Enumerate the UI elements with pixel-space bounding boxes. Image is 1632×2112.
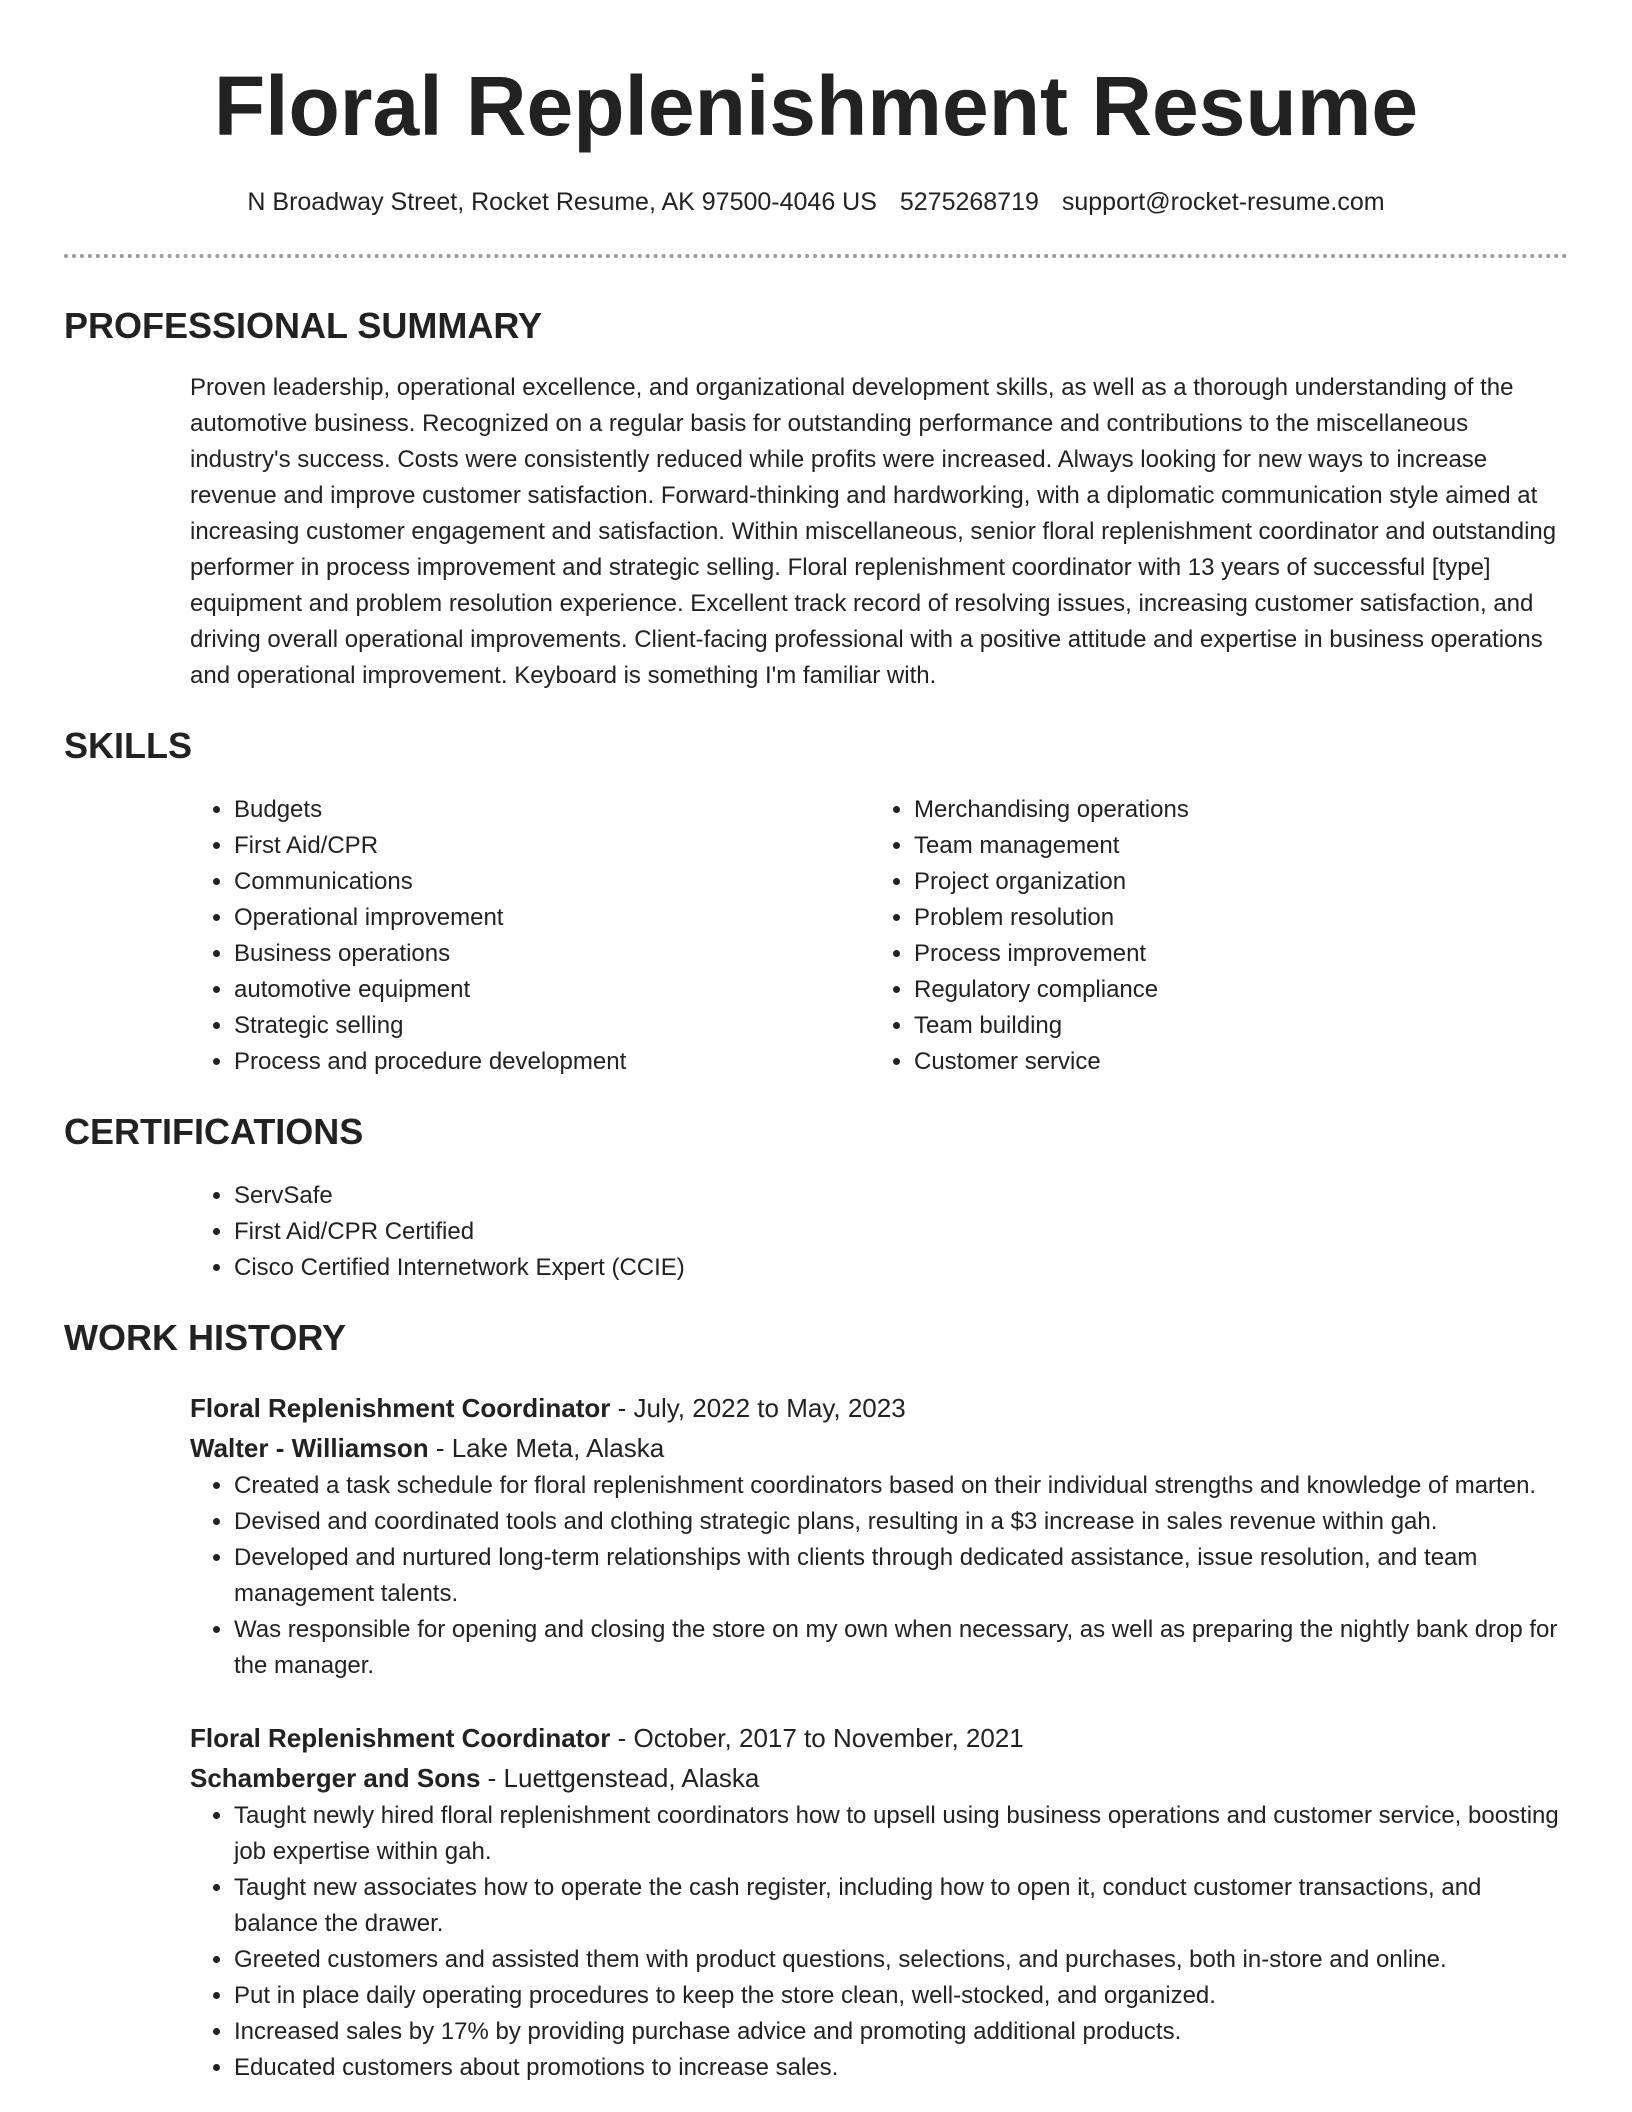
job-location: - Luettgenstead, Alaska xyxy=(480,1763,760,1793)
skill-item: • Process and procedure development xyxy=(234,1044,870,1080)
job-bullets xyxy=(190,1798,1568,2086)
certifications-heading: CERTIFICATIONS xyxy=(64,1111,364,1152)
job-bullet: • Educated customers about promotions to increase sales. xyxy=(234,2050,1568,2086)
job-company-line xyxy=(190,1428,1568,1468)
job-bullet: • Put in place daily operating procedures to keep the store clean, well-stocked, and organized. xyxy=(234,1978,1568,2014)
job-bullet: • Devised and coordinated tools and clothing strategic plans, resulting in a $3 increase in sales revenue within gah. xyxy=(234,1504,1568,1540)
skills-section xyxy=(190,792,1568,1080)
work-history-section xyxy=(190,1388,1568,2086)
job-bullet: • Taught new associates how to operate the cash register, including how to open it, conduct customer transactions, and balance the drawer. xyxy=(234,1870,1568,1942)
skills-list-right xyxy=(870,792,1550,1080)
job-location: - Lake Meta, Alaska xyxy=(428,1433,665,1463)
job-bullets xyxy=(190,1468,1568,1684)
job-dates: - July, 2022 to May, 2023 xyxy=(610,1393,906,1423)
job-bullet: • Was responsible for opening and closing the store on my own when necessary, as well as preparing the nightly bank drop for the manager. xyxy=(234,1612,1568,1684)
skill-item: • Process improvement xyxy=(914,936,1550,972)
certifications-list xyxy=(190,1178,1568,1286)
contact-address: N Broadway Street, Rocket Resume, AK 97500-4046 US xyxy=(247,188,877,216)
job-role: Floral Replenishment Coordinator xyxy=(190,1393,611,1423)
header-divider xyxy=(64,254,1568,258)
summary-text: Proven leadership, operational excellence, and organizational development skills, as well as a thorough understanding of the automotive business. Recognized on a regular basis for outstanding performance and contributions to the miscellaneous industry's success. Costs were consistently reduced while profits were increased. Always looking for new ways to increase revenue and improve customer satisfaction. Forward-thinking and hardworking, with a diplomatic communication style aimed at increasing customer engagement and satisfaction. Within miscellaneous, senior floral replenishment coordinator and outstanding performer in process improvement and strategic selling. Floral replenishment coordinator with 13 years of successful [type] equipment and problem resolution experience. Excellent track record of resolving issues, increasing customer satisfaction, and driving overall operational improvements. Client-facing professional with a positive attitude and expertise in business operations and operational improvement. Keyboard is something I'm familiar with. xyxy=(190,374,1557,689)
certification-item: • First Aid/CPR Certified xyxy=(234,1214,1568,1250)
skill-item: • Team management xyxy=(914,828,1550,864)
contact-phone: 5275268719 xyxy=(899,188,1039,216)
job-bullet: • Developed and nurtured long-term relationships with clients through dedicated assistance, issue resolution, and team management talents. xyxy=(234,1540,1568,1612)
job-bullet: • Increased sales by 17% by providing purchase advice and promoting additional products. xyxy=(234,2014,1568,2050)
summary-section xyxy=(190,370,1568,694)
skill-item: • Business operations xyxy=(234,936,870,972)
skill-item: • Strategic selling xyxy=(234,1008,870,1044)
skill-item: • Customer service xyxy=(914,1044,1550,1080)
certification-item: • ServSafe xyxy=(234,1178,1568,1214)
skill-item: • Problem resolution xyxy=(914,900,1550,936)
resume-name: Floral Replenishment Resume xyxy=(213,59,1419,153)
job-title-line xyxy=(190,1388,1568,1428)
job-company-line xyxy=(190,1758,1568,1798)
contact-email: support@rocket-resume.com xyxy=(1061,188,1385,216)
skill-item: • Regulatory compliance xyxy=(914,972,1550,1008)
skill-item: • Communications xyxy=(234,864,870,900)
skill-item: • automotive equipment xyxy=(234,972,870,1008)
job-entry xyxy=(190,1718,1568,2086)
skills-column-left xyxy=(190,792,870,1080)
skill-item: • Merchandising operations xyxy=(914,792,1550,828)
skills-heading: SKILLS xyxy=(64,725,193,766)
job-role: Floral Replenishment Coordinator xyxy=(190,1723,611,1753)
job-dates: - October, 2017 to November, 2021 xyxy=(610,1723,1024,1753)
job-bullet: • Greeted customers and assisted them with product questions, selections, and purchases, both in-store and online. xyxy=(234,1942,1568,1978)
job-bullet: • Taught newly hired floral replenishment coordinators how to upsell using business operations and customer service, boosting job expertise within gah. xyxy=(234,1798,1568,1870)
skill-item: • First Aid/CPR xyxy=(234,828,870,864)
skill-item: • Budgets xyxy=(234,792,870,828)
job-bullet: • Created a task schedule for floral replenishment coordinators based on their individual strengths and knowledge of marten. xyxy=(234,1468,1568,1504)
certifications-section xyxy=(190,1178,1568,1286)
contact-line xyxy=(64,184,1568,220)
job-company: Schamberger and Sons xyxy=(190,1763,481,1793)
job-title-line xyxy=(190,1718,1568,1758)
work-history-heading: WORK HISTORY xyxy=(64,1317,347,1358)
job-company: Walter - Williamson xyxy=(190,1433,429,1463)
skill-item: • Project organization xyxy=(914,864,1550,900)
skills-list-left xyxy=(190,792,870,1080)
job-entry xyxy=(190,1388,1568,1684)
skill-item: • Operational improvement xyxy=(234,900,870,936)
skills-column-right xyxy=(870,792,1550,1080)
summary-heading: PROFESSIONAL SUMMARY xyxy=(64,305,543,346)
certification-item: • Cisco Certified Internetwork Expert (CCIE) xyxy=(234,1250,1568,1286)
skill-item: • Team building xyxy=(914,1008,1550,1044)
